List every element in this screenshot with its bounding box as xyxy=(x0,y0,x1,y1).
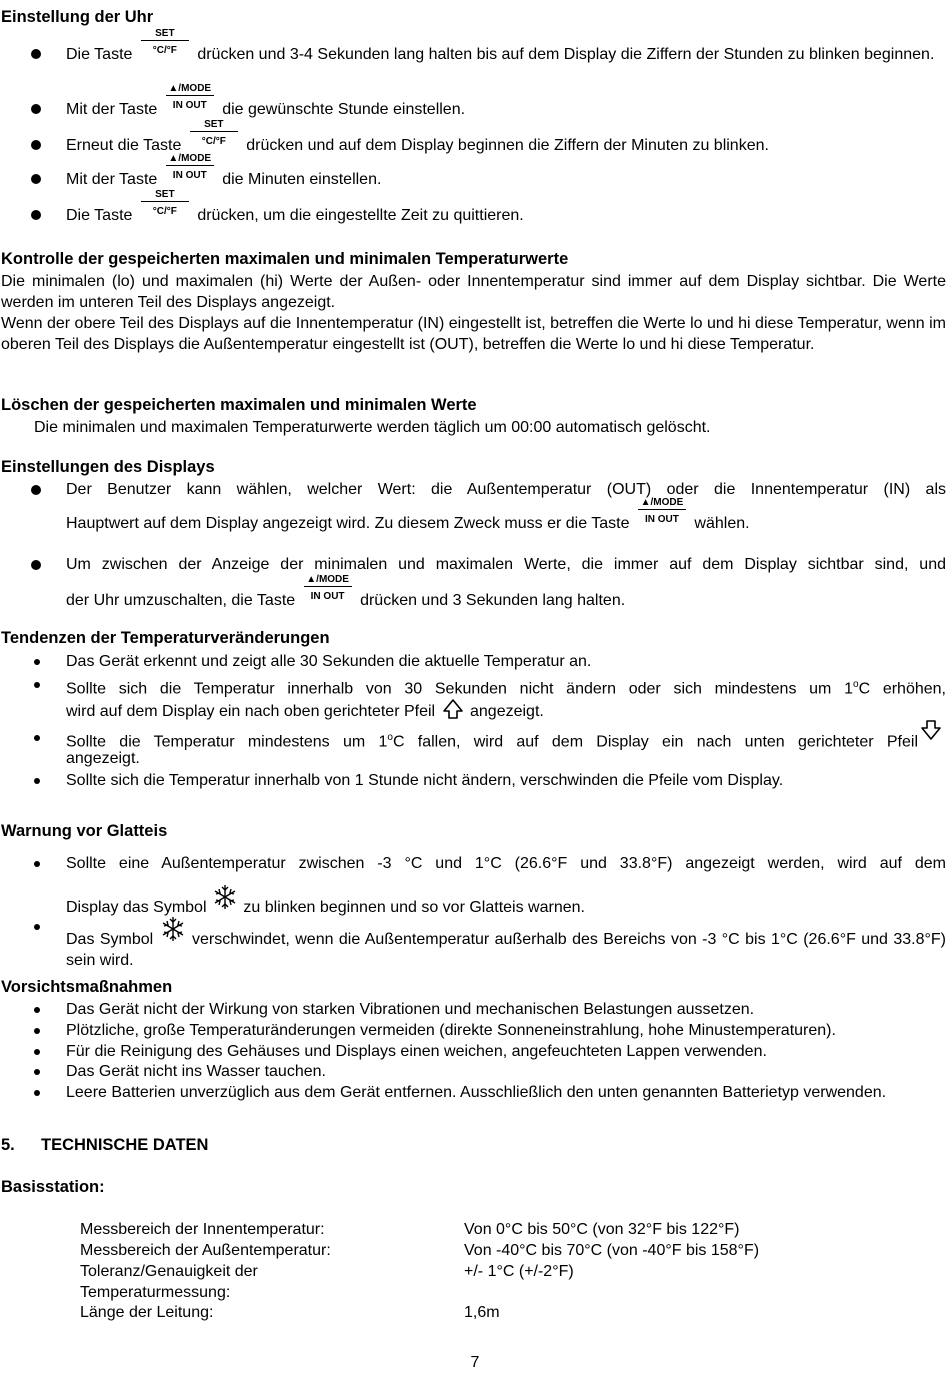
spec-label: Toleranz/Genauigkeit der Temperaturmessung: xyxy=(80,1263,258,1301)
bullet xyxy=(34,1049,40,1055)
heading-base-station: Basisstation: xyxy=(1,1178,105,1196)
bullet xyxy=(31,104,41,114)
set-key-icon: SET °C/°F xyxy=(139,204,191,224)
section-number: 5. xyxy=(1,1136,15,1154)
arrow-down-icon xyxy=(920,719,942,741)
spec-value: Von 0°C bis 50°C (von 32°F bis 122°F) xyxy=(464,1221,740,1238)
snowflake-icon xyxy=(161,916,185,942)
heading-delete: Löschen der gespeicherten maximalen und minimalen Werte xyxy=(1,396,477,414)
set-key-icon: SET °C/°F xyxy=(139,43,191,63)
bullet xyxy=(31,560,41,570)
bullet xyxy=(34,1007,40,1013)
bullet xyxy=(31,49,41,59)
heading-clock: Einstellung der Uhr xyxy=(1,8,154,26)
set-key-icon: SET °C/°F xyxy=(188,134,240,154)
arrow-up-icon xyxy=(442,699,464,719)
mode-key-icon: ▲/MODE IN OUT xyxy=(636,512,688,532)
bullet xyxy=(31,485,41,495)
page-number: 7 xyxy=(470,1354,480,1371)
mode-key-icon: ▲/MODE IN OUT xyxy=(164,168,216,188)
spec-value: Von -40°C bis 70°C (von -40°F bis 158°F) xyxy=(464,1242,760,1259)
manual-page: Einstellung der Uhr Die Taste SET °C/°F drücken und 3-4 Sekunden lang halten bis auf dem Display die Ziffern der Stunden zu blinken beginnen. Mit der Taste ▲/MODE IN OUT die gewünschte Stunde einstellen. Erneut die Taste SET °C/°F drücken und auf dem Display beginnen die Ziffern der Minuten zu blinken. Mit der Taste ▲/MODE IN OUT die Minuten einstellen. Die Taste SET °C/°F drücken, um die eingestellte Zeit zu quittieren. Kontrolle der gespeicherten maximalen und minimalen Temperaturwerte Die minimalen (lo) und maximalen (hi) Werte der Außen- oder Innentemperatur sind immer auf dem Display sichtbar. Die Werte werden im unteren Teil des Displays angezeigt. Wenn der obere Teil des Displays auf die Innentemperatur (IN) eingestellt ist, betreffen die Werte lo und hi diese Temperatur, wenn im oberen Teil des Displays die Außentemperatur eingestellt ist (OUT), betreffen die Werte lo und hi diese Temperatur. Löschen der gespeicherten maximalen und minimalen Werte Die minimalen und maximalen Temperaturwerte werden täglich um 00:00 automatisch gelöscht. Einstellungen des Displays Der Benutzer kann wählen, welcher Wert: die Außentemperatur (OUT) oder die Innentemperatur (IN) als Hauptwert auf dem Display angezeigt wird. Zu diesem Zweck muss er die Taste ▲/MODE IN OUT wählen. Um zwischen der Anzeige der minimalen und maximalen Werte, die immer auf dem Display sichtbar sind, und der Uhr umzuschalten, die Taste ▲/MODE IN OUT drücken und 3 Sekunden lang halten. Tendenzen der Temperaturveränderungen Das Gerät erkennt und zeigt alle 30 Sekunden die aktuelle Temperatur an. Sollte sich die Temperatur innerhalb von 30 Sekunden nicht ändern oder sich mindestens um 1$^o$C erhöhen, wird auf dem Display ein nach oben gerichteter Pfeil angezeigt. Sollte die Temperatur mindestens um 1$^o$C fallen, wird auf dem Display ein nach unten gerichteter Pfeil angezeigt. Sollte sich die Temperatur innerhalb von 1 Stunde nicht ändern, verschwinden die Pfeile vom Display. Warnung vor Glatteis Sollte eine Außentemperatur zwischen -3 °C und 1°C (26.6°F und 33.8°F) angezeigt werden, wird auf dem Display das Symbol zu blinken beginnen und so vor Glatteis warnen. Das Symbol verschwindet, wenn die Außentemperatur außerhalb des Bereichs von -3 °C bis 1°C (26.6°F und 33.8°F) sein wird. Vorsichtsmaßnahmen Das Gerät nicht der Wirkung von starken Vibrationen und mechanischen Belastungen aussetzen. Plötzliche, große Temperaturänderungen vermeiden (direkte Sonneneinstrahlung, hohe Minustemperaturen). Für die Reinigung des Gehäuses und Displays einen weichen, angefeuchteten Lappen verwenden. Das Gerät nicht ins Wasser tauchen. Leere Batterien unverzüglich aus dem Gerät entfernen. Ausschließlich den unten genannten Batterietyp verwenden. 5. TECHNISCHE DATEN Basisstation: Messbereich der Innentemperatur: Von 0°C bis 50°C (von 32°F bis 122°F) Messbereich der Außentemperatur: Von -40°C bis 70°C (von -40°F bis 158°F) Toleranz/Genauigkeit der Temperaturmessung: +/- 1°C (+/-2°F) Länge der Leitung: 1,6m 7 xyxy=(0,0,950,1397)
bullet xyxy=(31,140,41,150)
snowflake-icon xyxy=(213,884,237,910)
bullet xyxy=(31,174,41,184)
paragraph: Wenn der obere Teil des Displays auf die Innentemperatur (IN) eingestellt ist, betreffen die Werte lo und hi diese Temperatur, wenn im oberen Teil des Displays die Außentemperatur eingestellt ist (OUT), betreffen die Werte lo und hi diese Temperatur. xyxy=(1,315,946,353)
heading-ice: Warnung vor Glatteis xyxy=(1,822,168,840)
bullet xyxy=(34,778,40,784)
spec-label: Messbereich der Außentemperatur: xyxy=(80,1242,331,1259)
bullet xyxy=(34,924,40,930)
mode-key-icon: ▲/MODE IN OUT xyxy=(302,589,354,609)
paragraph: Die minimalen (lo) und maximalen (hi) Werte der Außen- oder Innentemperatur sind immer auf dem Display sichtbar. Die Werte werden im unteren Teil des Displays angezeigt. xyxy=(1,273,946,311)
heading-caution: Vorsichtsmaßnahmen xyxy=(1,978,173,996)
spec-value: +/- 1°C (+/-2°F) xyxy=(464,1263,574,1280)
bullet xyxy=(34,1069,40,1075)
bullet xyxy=(34,682,40,688)
bullet xyxy=(31,210,41,220)
spec-label: Länge der Leitung: xyxy=(80,1304,214,1321)
mode-key-icon: ▲/MODE IN OUT xyxy=(164,98,216,118)
bullet xyxy=(34,861,40,867)
bullet xyxy=(34,659,40,665)
heading-tech: TECHNISCHE DATEN xyxy=(41,1136,209,1154)
spec-label: Messbereich der Innentemperatur: xyxy=(80,1221,325,1238)
heading-control: Kontrolle der gespeicherten maximalen und minimalen Temperaturwerte xyxy=(1,250,569,268)
heading-display: Einstellungen des Displays xyxy=(1,458,215,476)
heading-trend: Tendenzen der Temperaturveränderungen xyxy=(1,629,330,647)
bullet xyxy=(34,1028,40,1034)
paragraph: Die minimalen und maximalen Temperaturwerte werden täglich um 00:00 automatisch gelöscht. xyxy=(34,419,711,436)
spec-value: 1,6m xyxy=(464,1304,500,1321)
bullet xyxy=(34,1090,40,1096)
bullet xyxy=(34,735,40,741)
